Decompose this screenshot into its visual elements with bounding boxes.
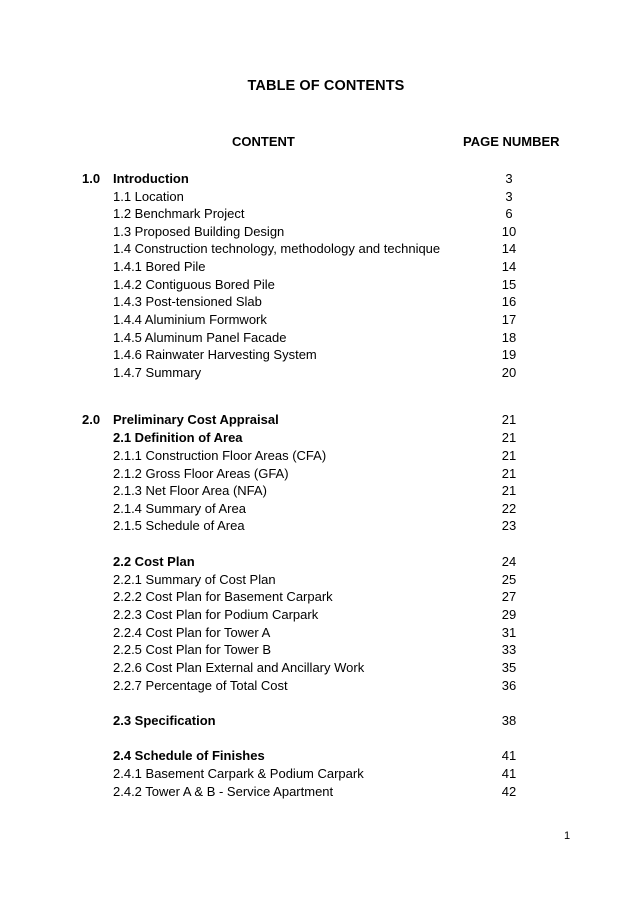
toc-entry — [0, 641, 638, 659]
toc-entry-page: 19 — [501, 347, 517, 362]
toc-entry-page: 29 — [501, 607, 517, 622]
toc-entry — [0, 765, 638, 783]
toc-entry-page: 41 — [501, 748, 517, 763]
toc-entry-label: 1.4 Construction technology, methodology and technique — [113, 241, 441, 256]
toc-entry — [0, 482, 638, 500]
toc-entry — [0, 553, 638, 571]
toc-entry-label: 1.4.7 Summary — [113, 365, 202, 380]
toc-entry — [0, 606, 638, 624]
toc-entry-label: 1.3 Proposed Building Design — [113, 224, 285, 239]
toc-entry-label: 1.4.1 Bored Pile — [113, 259, 206, 274]
toc-entry — [0, 293, 638, 311]
toc-entry-page: 21 — [501, 448, 517, 463]
toc-entry-label: 2.2 Cost Plan — [113, 554, 195, 569]
toc-entry-page: 23 — [501, 518, 517, 533]
toc-entry-label: 2.1.3 Net Floor Area (NFA) — [113, 483, 267, 498]
toc-entry-label: 1.4.5 Aluminum Panel Facade — [113, 330, 287, 345]
toc-entry — [0, 276, 638, 294]
toc-entry-label: Introduction — [113, 171, 189, 186]
toc-entry — [0, 712, 638, 730]
toc-entry — [0, 311, 638, 329]
toc-entry-page: 21 — [501, 466, 517, 481]
toc-entry-page: 38 — [501, 713, 517, 728]
page-title: TABLE OF CONTENTS — [247, 78, 405, 94]
toc-entry-label: 1.4.2 Contiguous Bored Pile — [113, 277, 275, 292]
toc-entry — [0, 170, 638, 188]
toc-entry-label: 2.1.1 Construction Floor Areas (CFA) — [113, 448, 327, 463]
toc-entry-page: 21 — [501, 412, 517, 427]
toc-entry — [0, 465, 638, 483]
page-footer-number: 1 — [564, 830, 571, 842]
toc-entry-label: 2.4.1 Basement Carpark & Podium Carpark — [113, 766, 364, 781]
toc-entry-label: 2.2.1 Summary of Cost Plan — [113, 572, 276, 587]
toc-entry-label: 1.1 Location — [113, 189, 184, 204]
toc-entry-page: 20 — [501, 365, 517, 380]
toc-entry — [0, 500, 638, 518]
toc-entry-page: 27 — [501, 589, 517, 604]
toc-entry-label: 2.2.3 Cost Plan for Podium Carpark — [113, 607, 319, 622]
toc-entry-label: 2.1.4 Summary of Area — [113, 501, 246, 516]
toc-entry-label: 2.2.2 Cost Plan for Basement Carpark — [113, 589, 333, 604]
toc-entry — [0, 240, 638, 258]
toc-entry — [0, 571, 638, 589]
toc-entry — [0, 747, 638, 765]
toc-entry-page: 35 — [501, 660, 517, 675]
toc-entry-page: 24 — [501, 554, 517, 569]
toc-entry-label: 2.4.2 Tower A & B - Service Apartment — [113, 784, 334, 799]
toc-entry-page: 22 — [501, 501, 517, 516]
toc-entry-page: 21 — [501, 430, 517, 445]
toc-section-number: 2.0 — [82, 412, 101, 427]
toc-entry-label: 2.2.4 Cost Plan for Tower A — [113, 625, 271, 640]
toc-entry-label: Preliminary Cost Appraisal — [113, 412, 279, 427]
toc-entry — [0, 677, 638, 695]
toc-entry-page: 14 — [501, 241, 517, 256]
toc-entry-page: 6 — [505, 206, 513, 221]
toc-entry-label: 1.2 Benchmark Project — [113, 206, 245, 221]
toc-entry — [0, 364, 638, 382]
toc-entry — [0, 624, 638, 642]
toc-entry-page: 31 — [501, 625, 517, 640]
toc-section-number: 1.0 — [82, 171, 101, 186]
toc-entry-label: 1.4.6 Rainwater Harvesting System — [113, 347, 317, 362]
toc-entry-page: 15 — [501, 277, 517, 292]
content-column-heading: CONTENT — [232, 134, 295, 149]
toc-entry — [0, 346, 638, 364]
toc-entry-page: 10 — [501, 224, 517, 239]
toc-entry-page: 36 — [501, 678, 517, 693]
toc-entry-label: 2.2.6 Cost Plan External and Ancillary Work — [113, 660, 365, 675]
toc-entry-page: 14 — [501, 259, 517, 274]
toc-entry-label: 2.2.5 Cost Plan for Tower B — [113, 642, 272, 657]
toc-entry — [0, 588, 638, 606]
toc-entry-page: 3 — [505, 189, 513, 204]
toc-entry-page: 41 — [501, 766, 517, 781]
toc-entry-page: 17 — [501, 312, 517, 327]
toc-entry — [0, 783, 638, 801]
toc-entry-page: 3 — [505, 171, 513, 186]
toc-entry — [0, 447, 638, 465]
toc-entry-page: 21 — [501, 483, 517, 498]
toc-entry-label: 2.1.5 Schedule of Area — [113, 518, 245, 533]
toc-entry-page: 42 — [501, 784, 517, 799]
toc-entry-label: 2.1.2 Gross Floor Areas (GFA) — [113, 466, 289, 481]
page-number-column-heading: PAGE NUMBER — [463, 134, 560, 149]
toc-entry — [0, 517, 638, 535]
toc-entry — [0, 429, 638, 447]
toc-entry-page: 18 — [501, 330, 517, 345]
toc-entry — [0, 659, 638, 677]
toc-entry — [0, 411, 638, 429]
toc-entry-label: 1.4.3 Post-tensioned Slab — [113, 294, 262, 309]
toc-entry — [0, 188, 638, 206]
toc-entry-page: 33 — [501, 642, 517, 657]
toc-entry-page: 16 — [501, 294, 517, 309]
toc-entry-label: 1.4.4 Aluminium Formwork — [113, 312, 267, 327]
toc-entry-page: 25 — [501, 572, 517, 587]
toc-entry-label: 2.1 Definition of Area — [113, 430, 243, 445]
toc-entry — [0, 258, 638, 276]
toc-entry-label: 2.4 Schedule of Finishes — [113, 748, 265, 763]
toc-entry-label: 2.2.7 Percentage of Total Cost — [113, 678, 288, 693]
toc-entry — [0, 223, 638, 241]
toc-entry — [0, 329, 638, 347]
toc-entry-label: 2.3 Specification — [113, 713, 216, 728]
toc-entry — [0, 205, 638, 223]
